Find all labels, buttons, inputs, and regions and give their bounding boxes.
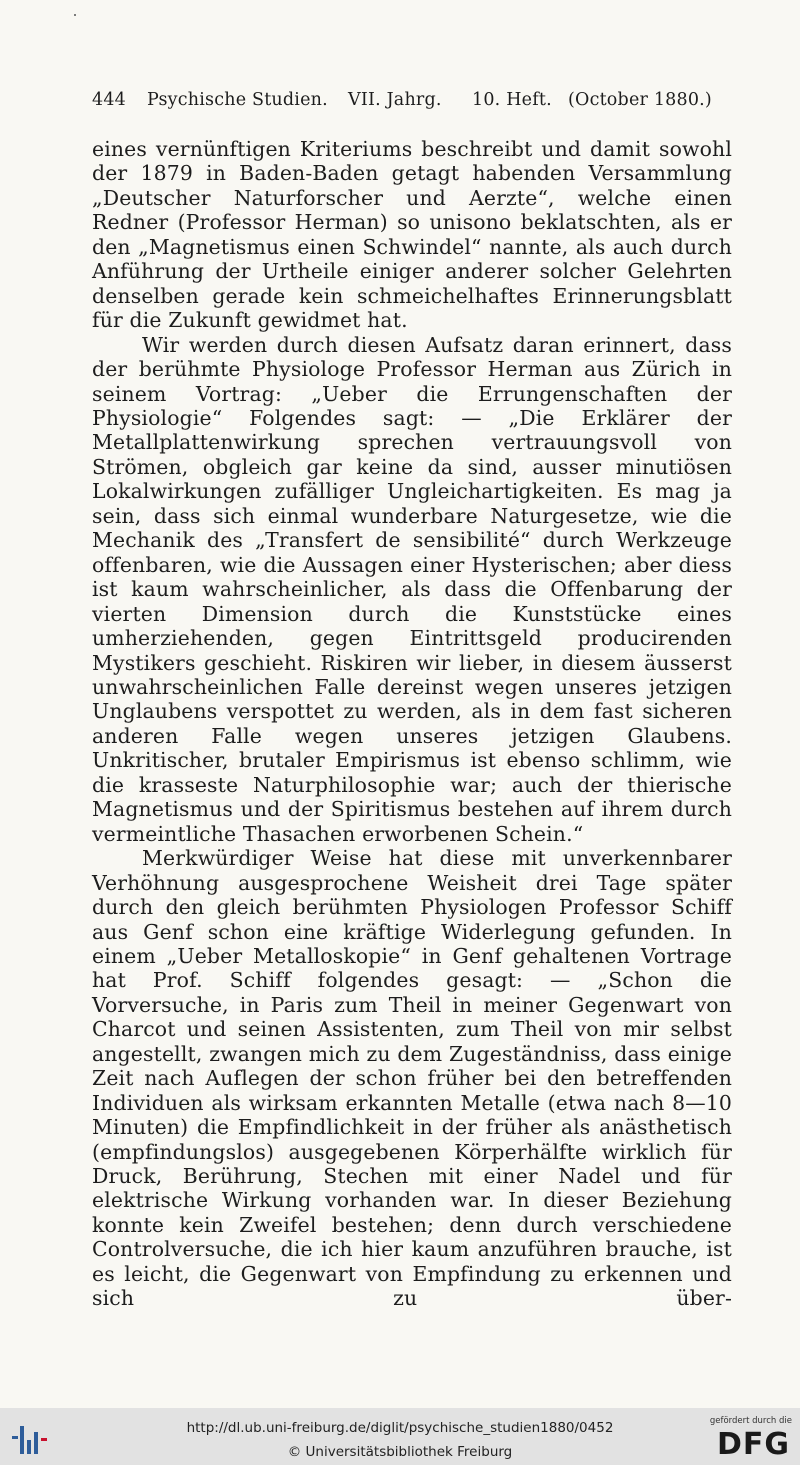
dfg-tagline: gefördert durch die	[709, 1416, 792, 1426]
permalink-url[interactable]: http://dl.ub.uni-freiburg.de/diglit/psychische_studien1880/0452	[186, 1420, 614, 1436]
scan-speck	[74, 14, 76, 16]
volume-label: VII. Jahrg.	[348, 90, 442, 110]
paragraph-3: Merkwürdiger Weise hat diese mit unverkennbarer Verhöhnung ausgesprochene Weisheit drei Tage später durch den gleich berühmten Physiologen Professor Schiff aus Genf schon eine kräftige Widerlegung gefunden. In einem „Ueber Metalloskopie“ in Genf gehaltenen Vortrage hat Prof. Schiff folgendes gesagt: — „Schon die Vorversuche, in Paris zum Theil in meiner Gegenwart von Charcot und seinen Assistenten, zum Theil von mir selbst angestellt, zwangen mich zu dem Zugeständniss, dass einige Zeit nach Auflegen der schon früher bei den betreffenden Individuen als wirksam erkannten Metalle (etwa nach 8—10 Minuten) die Empfindlichkeit in der früher als anästhetisch (empfindungslos) ausgegebenen Körperhälfte wirklich für Druck, Berührung, Stechen mit einer Nadel und für elektrische Wirkung vorhanden war. In dieser Beziehung konnte kein Zweifel bestehen; denn durch verschiedene Controlversuche, die ich hier kaum anzuführen brauche, ist es leicht, die Gegenwart von Empfindung zu erkennen und sich zu über-	[92, 846, 732, 1311]
paragraph-1: eines vernünftigen Kriteriums beschreibt und damit sowohl der 1879 in Baden-Baden getagt habenden Versammlung „Deutscher Naturforscher und Aerzte“, welche einen Redner (Professor Herman) so unisono beklatschten, als er den „Magnetismus einen Schwindel“ nannte, als auch durch Anführung der Urtheile einiger anderer solcher Gelehrten denselben gerade kein schmeichelhaftes Erinnerungsblatt für die Zukunft gewidmet hat.	[92, 137, 732, 333]
viewer-footer	[0, 1408, 800, 1465]
dfg-logo: DFG	[716, 1427, 790, 1462]
running-header	[92, 90, 732, 114]
body-text	[92, 137, 732, 1311]
copyright-notice: © Universitätsbibliothek Freiburg	[287, 1444, 513, 1460]
journal-title: Psychische Studien.	[147, 90, 328, 110]
issue-label: 10. Heft.	[472, 90, 552, 110]
paragraph-2: Wir werden durch diesen Aufsatz daran erinnert, dass der berühmte Physiologe Professor Herman aus Zürich in seinem Vortrag: „Ueber die Errungenschaften der Physiologie“ Folgendes sagt: — „Die Erklärer der Metallplattenwirkung sprechen vertrauungsvoll von Strömen, obgleich gar keine da sind, ausser minutiösen Lokalwirkungen zufälliger Ungleichartigkeiten. Es mag ja sein, dass sich einmal wunderbare Naturgesetze, wie die Mechanik des „Transfert de sensibilité“ durch Werkzeuge offenbaren, wie die Aussagen einer Hysterischen; aber diess ist kaum wahrscheinlicher, als dass die Offenbarung der vierten Dimension durch die Kunststücke eines umherziehenden, gegen Eintrittsgeld producirenden Mystikers geschieht. Riskiren wir lieber, in diesem äusserst unwahrscheinlichen Falle dereinst wegen unseres jetzigen Unglaubens verspottet zu werden, als in dem fast sicheren anderen Falle wegen unseres jetzigen Glaubens. Unkritischer, brutaler Empirismus ist ebenso schlimm, wie die krasseste Naturphilosophie war; auch der thierische Magnetismus und der Spiritismus bestehen auf ihrem durch vermeintliche Thasachen erworbenen Schein.“	[92, 332, 732, 846]
issue-date: (October 1880.)	[568, 90, 712, 110]
page-number: 444	[92, 90, 127, 110]
